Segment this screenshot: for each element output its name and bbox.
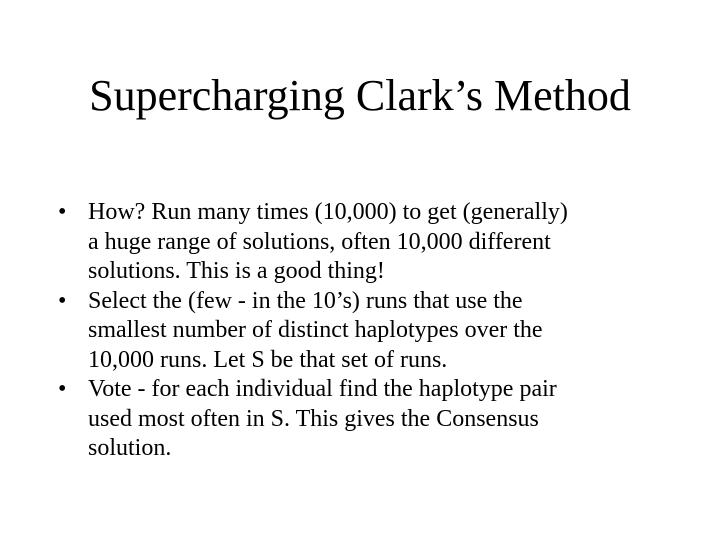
bullet-item-vote bbox=[58, 375, 668, 464]
bullet-item-how bbox=[58, 198, 668, 287]
bullet-marker: • bbox=[58, 287, 67, 314]
bullet-line: How? Run many times (10,000) to get (generally) bbox=[88, 199, 568, 225]
bullet-line: Select the (few - in the 10’s) runs that use the bbox=[88, 287, 523, 314]
bullet-marker: • bbox=[58, 376, 67, 402]
slide-title: Supercharging Clark’s Method bbox=[89, 71, 631, 120]
bullet-line: smallest number of distinct haplotypes over the bbox=[88, 317, 543, 343]
bullet-item-select bbox=[58, 287, 668, 376]
bullet-marker: • bbox=[58, 199, 67, 225]
bullet-line: Vote - for each individual find the haplotype pair bbox=[88, 376, 557, 402]
bullet-line: 10,000 runs. Let S be that set of runs. bbox=[88, 346, 448, 373]
bullet-line: used most often in S. This gives the Consensus bbox=[88, 405, 539, 432]
bullet-line: solution. bbox=[88, 435, 172, 461]
bullet-line: solutions. This is a good thing! bbox=[88, 258, 385, 284]
bullet-line: a huge range of solutions, often 10,000 different bbox=[88, 228, 551, 255]
bullet-list bbox=[58, 198, 668, 464]
